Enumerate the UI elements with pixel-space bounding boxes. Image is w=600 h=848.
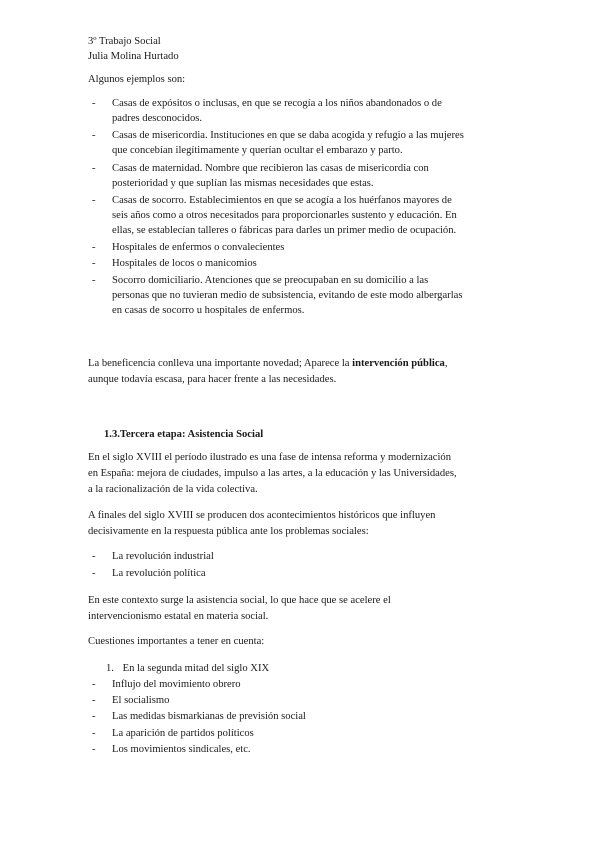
paragraph-line: intervencionismo estatal en materia social. (88, 611, 269, 622)
list-item-line: Los movimientos sindicales, etc. (112, 744, 251, 755)
list-item-line: Las medidas bismarkianas de previsión social (112, 711, 306, 722)
paragraph-line: A finales del siglo XVIII se producen dos acontecimientos históricos que influyen (88, 510, 436, 521)
list-item-line: en casas de socorro u hospitales de enfermos. (112, 305, 305, 316)
bullet-dash: - (92, 195, 96, 206)
list-item-line: La revolución política (112, 568, 206, 579)
list-item-line: personas que no tuvieran medio de subsistencia, evitando de este modo albergarlas (112, 290, 463, 301)
header-author: Julia Molina Hurtado (88, 51, 179, 62)
list-item-line: ellas, se establecían talleres o fábricas para darles un primer medio de ocupación. (112, 225, 457, 236)
bullet-dash: - (92, 728, 96, 739)
bullet-dash: - (92, 163, 96, 174)
header-course: 3º Trabajo Social (88, 36, 161, 47)
numbered-item-text: En la segunda mitad del siglo XIX (122, 663, 270, 674)
list-item-line: posterioridad y que suplían las mismas necesidades que estas. (112, 178, 374, 189)
paragraph-line: a la racionalización de la vida colectiva. (88, 484, 258, 495)
list-item-line: El socialismo (112, 695, 170, 706)
list-item-line: seis años como a otros necesitados para proporcionarles sustento y educación. En (112, 210, 457, 221)
numbered-item-number: 1. (106, 663, 114, 674)
bullet-dash: - (92, 551, 96, 562)
paragraph-line: en España: mejora de ciudades, impulso a las artes, a la educación y las Universidades, (88, 468, 457, 479)
bullet-dash: - (92, 568, 96, 579)
numbered-item (106, 661, 269, 676)
paragraph-line: decisivamente en la respuesta pública ante los problemas sociales: (88, 526, 369, 537)
bullet-dash: - (92, 679, 96, 690)
bullet-dash: - (92, 711, 96, 722)
list-item-line: Hospitales de locos o manicomios (112, 258, 257, 269)
list-item-line: que concebían ilegítimamente y querían ocultar el embarazo y parto. (112, 145, 403, 156)
list-item-line: padres desconocidos. (112, 113, 203, 124)
bullet-dash: - (92, 744, 96, 755)
beneficencia-line-2: aunque todavía escasa, para hacer frente a las necesidades. (88, 374, 337, 385)
bullet-dash: - (92, 130, 96, 141)
list-item-line: Hospitales de enfermos o convalecientes (112, 242, 285, 253)
paragraph-line: En el siglo XVIII el período ilustrado es una fase de intensa reforma y modernización (88, 452, 452, 463)
bullet-dash: - (92, 258, 96, 269)
list-item-line: La aparición de partidos políticos (112, 728, 254, 739)
questions-intro: Cuestiones importantes a tener en cuenta: (88, 636, 265, 647)
bullet-dash: - (92, 695, 96, 706)
paragraph-line: En este contexto surge la asistencia social, lo que hace que se acelere el (88, 595, 391, 606)
bullet-dash: - (92, 98, 96, 109)
beneficencia-text: La beneficencia conlleva una importante novedad; Aparece la (88, 358, 353, 369)
bullet-dash: - (92, 242, 96, 253)
list-item-line: Casas de maternidad. Nombre que recibieron las casas de misericordia con (112, 163, 429, 174)
list-item-line: Socorro domiciliario. Atenciones que se preocupaban en su domicilio a las (112, 275, 429, 286)
list-item-line: Casas de socorro. Establecimientos en que se acogía a los huérfanos mayores de (112, 195, 452, 206)
beneficencia-emphasis: intervención pública (352, 358, 445, 369)
list-item-line: La revolución industrial (112, 551, 214, 562)
intro-text: Algunos ejemplos son: (88, 74, 186, 85)
beneficencia-line-1 (88, 356, 528, 371)
beneficencia-comma: , (444, 358, 448, 369)
list-item-line: Casas de misericordia. Instituciones en que se daba acogida y refugio a las mujeres (112, 130, 464, 141)
bullet-dash: - (92, 275, 96, 286)
section-heading: 1.3.Tercera etapa: Asistencia Social (104, 429, 264, 440)
list-item-line: Influjo del movimiento obrero (112, 679, 241, 690)
list-item-line: Casas de expósitos o inclusas, en que se recogía a los niños abandonados o de (112, 98, 442, 109)
